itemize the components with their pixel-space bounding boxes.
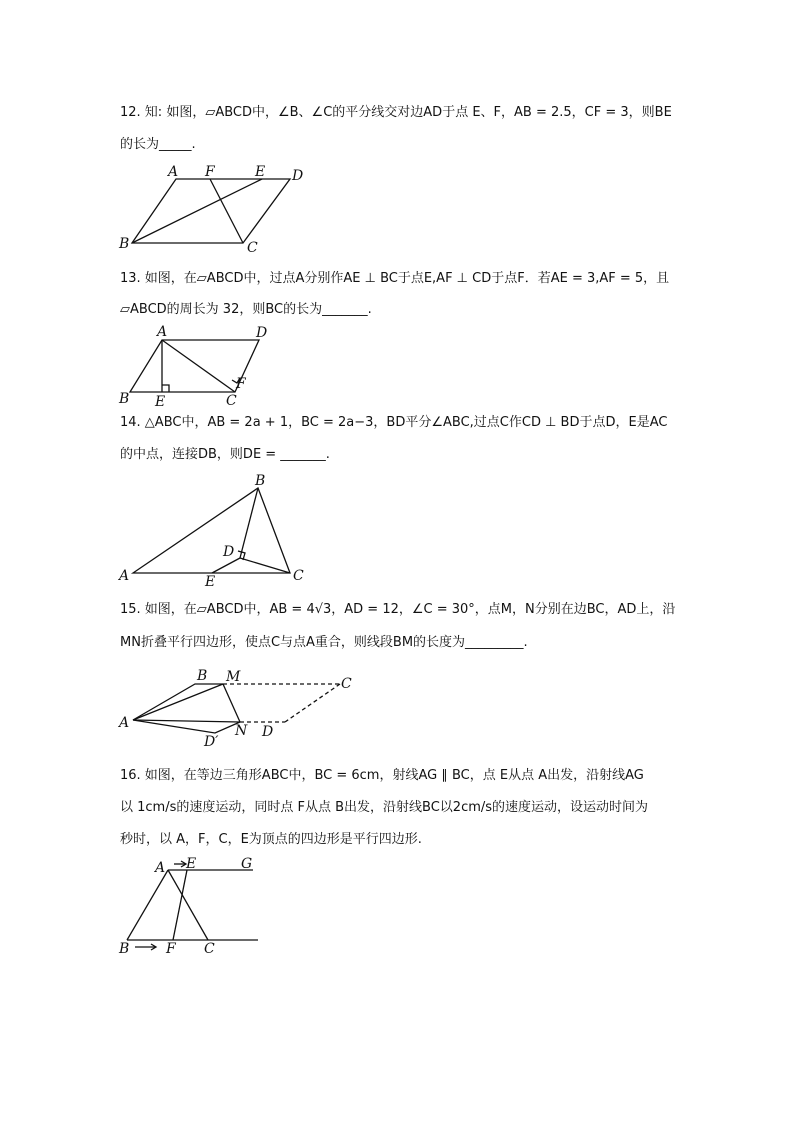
q12-label-D: D [292,168,304,184]
q14-label-B: B [255,473,266,489]
q12-label-F: F [205,164,215,180]
q12-parallelogram-figure [110,160,330,260]
q16-text-line2: 以 1cm/s的速度运动，同时点 F从点 B出发，沿射线BC以2cm/s的速度运动，设运动时间为 [120,800,649,815]
q13-label-A: A [157,324,168,340]
q15-label-M: M [226,669,241,685]
q15-label-D: D [262,724,274,740]
q13-label-C: C [226,393,237,409]
q15-label-C: C [341,676,352,692]
q13-text-line1: 13. 如图，在▱ABCD中，过点A分别作AE ⊥ BC于点E,AF ⊥ CD于点F．若AE = 3,AF = 5，且 [120,271,670,286]
q15-label-N: N [235,723,248,739]
q14-label-C: C [293,568,304,584]
q13-label-D: D [256,325,268,341]
q12-label-A: A [168,164,179,180]
q13-parallelogram-figure [115,322,275,410]
q15-folding-figure [115,660,365,752]
q13-text-line2: ▱ABCD的周长为 32，则BC的长为_______. [120,302,372,317]
q16-label-A: A [155,860,166,876]
q13-label-F: F [236,376,246,392]
q15-label-B: B [197,668,208,684]
q13-label-B: B [119,391,130,407]
q12-text-line1: 12. 知: 如图，▱ABCD中，∠B、∠C的平分线交对边AD于点 E、F，AB = 2.5，CF = 3，则BE [120,105,672,120]
q12-label-B: B [119,236,130,252]
q12-label-C: C [247,240,258,256]
q15-text-line2: MN折叠平行四边形，使点C与点A重合，则线段BM的长度为_________. [120,635,528,650]
q16-label-E: E [186,856,197,872]
q12-text-line2: 的长为_____. [120,137,196,152]
q16-text-line3: 秒时，以 A，F，C，E为顶点的四边形是平行四边形. [120,832,422,847]
q16-label-F: F [166,941,176,957]
q16-triangle-ray-figure [115,853,275,961]
q15-text-line1: 15. 如图，在▱ABCD中，AB = 4√3，AD = 12，∠C = 30°，点M，N分别在边BC，AD上，沿 [120,602,676,617]
q16-label-C: C [204,941,215,957]
q15-label-A: A [119,715,130,731]
q14-text-line2: 的中点，连接DB，则DE = _______. [120,447,330,462]
q16-text-line1: 16. 如图，在等边三角形ABC中，BC = 6cm，射线AG ∥ BC，点 E从点 A出发，沿射线AG [120,768,644,783]
q13-label-E: E [155,394,166,410]
q16-label-B: B [119,941,130,957]
q14-label-A: A [119,568,130,584]
q12-label-E: E [255,164,266,180]
q14-triangle-figure [115,470,325,588]
q14-label-D: D [223,544,235,560]
q16-label-G: G [241,856,253,872]
q14-text-line1: 14. △ABC中，AB = 2a + 1，BC = 2a−3，BD平分∠ABC,过点C作CD ⊥ BD于点D，E是AC [120,415,668,430]
q14-label-E: E [205,574,216,588]
q15-label-Dprime: D′ [204,734,219,750]
